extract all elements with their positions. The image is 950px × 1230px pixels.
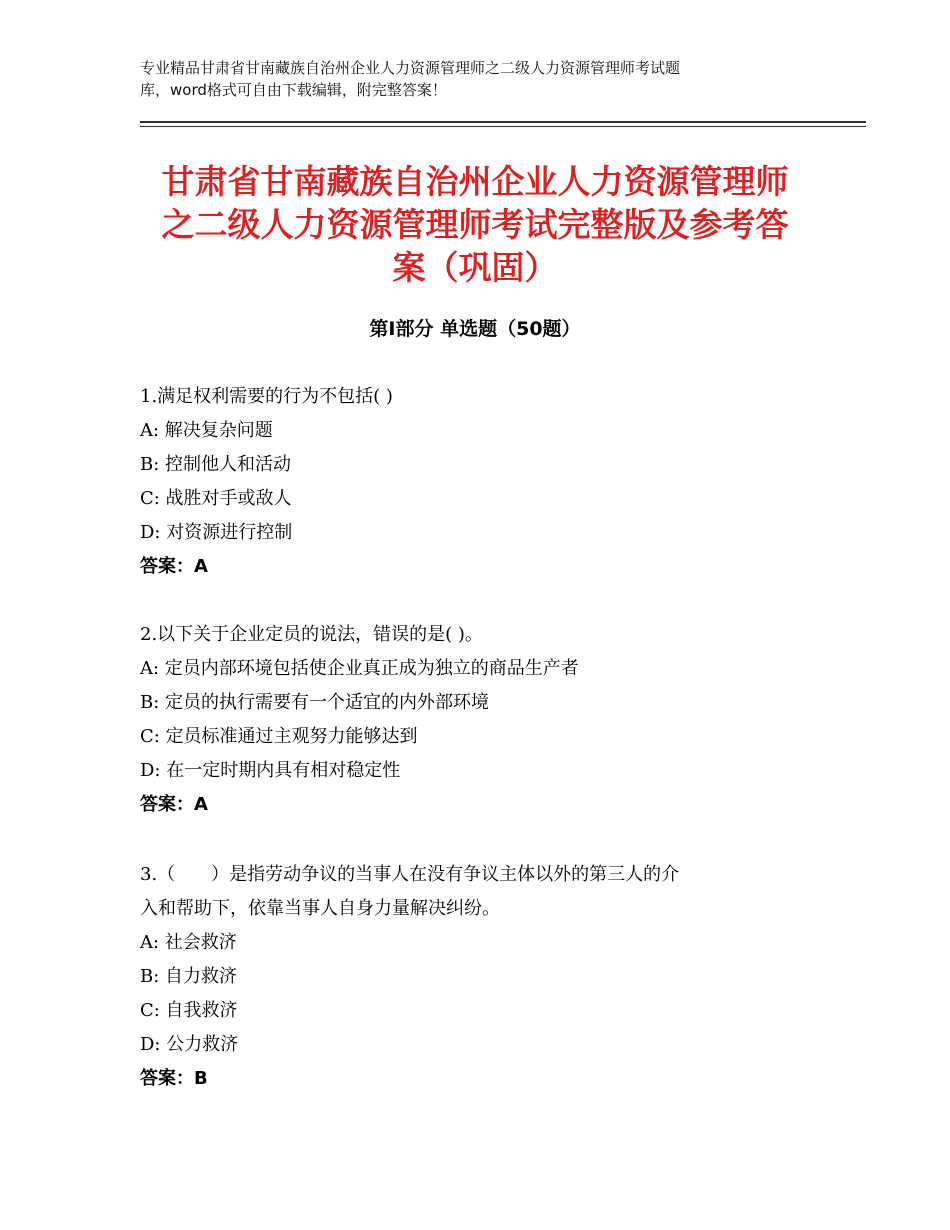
title-line-1: 甘肃省甘南藏族自治州企业人力资源管理师	[161, 162, 789, 201]
option-c: C: 定员标准通过主观努力能够达到	[140, 726, 418, 747]
option-d: D: 对资源进行控制	[140, 522, 293, 543]
question-2	[140, 618, 820, 822]
title-line-2: 之二级人力资源管理师考试完整版及参考答	[161, 205, 789, 244]
option-b: B: 控制他人和活动	[140, 454, 292, 475]
header-note-line-2: 库，word格式可自由下载编辑，附完整答案！	[140, 81, 447, 99]
option-b: B: 定员的执行需要有一个适宜的内外部环境	[140, 692, 490, 713]
option-c: C: 自我救济	[140, 1000, 238, 1021]
question-stem-line-1: 3.（ ）是指劳动争议的当事人在没有争议主体以外的第三人的介	[140, 864, 680, 885]
question-stem-line-2: 入和帮助下，依靠当事人自身力量解决纠纷。	[140, 898, 500, 919]
title-line-3: 案（巩固）	[392, 248, 558, 287]
answer: 答案：B	[140, 1068, 208, 1089]
option-a: A: 社会救济	[140, 932, 237, 953]
option-d: D: 公力救济	[140, 1034, 239, 1055]
option-c: C: 战胜对手或敌人	[140, 488, 292, 509]
answer: 答案：A	[140, 794, 208, 815]
document-title	[120, 160, 830, 289]
question-1	[140, 380, 820, 584]
header-rule-thick	[140, 121, 866, 123]
section-title: 第Ⅰ部分 单选题（50题）	[369, 318, 581, 340]
option-a: A: 定员内部环境包括使企业真正成为独立的商品生产者	[140, 658, 579, 679]
answer: 答案：A	[140, 556, 208, 577]
header-note	[140, 57, 820, 101]
option-b: B: 自力救济	[140, 966, 238, 987]
question-3	[140, 858, 820, 1096]
question-stem: 2.以下关于企业定员的说法，错误的是( )。	[140, 624, 483, 645]
option-a: A: 解决复杂问题	[140, 420, 273, 441]
header-note-line-1: 专业精品甘肃省甘南藏族自治州企业人力资源管理师之二级人力资源管理师考试题	[140, 59, 681, 77]
question-stem: 1.满足权利需要的行为不包括( )	[140, 386, 393, 407]
option-d: D: 在一定时期内具有相对稳定性	[140, 760, 401, 781]
header-rule-thin	[140, 126, 866, 127]
